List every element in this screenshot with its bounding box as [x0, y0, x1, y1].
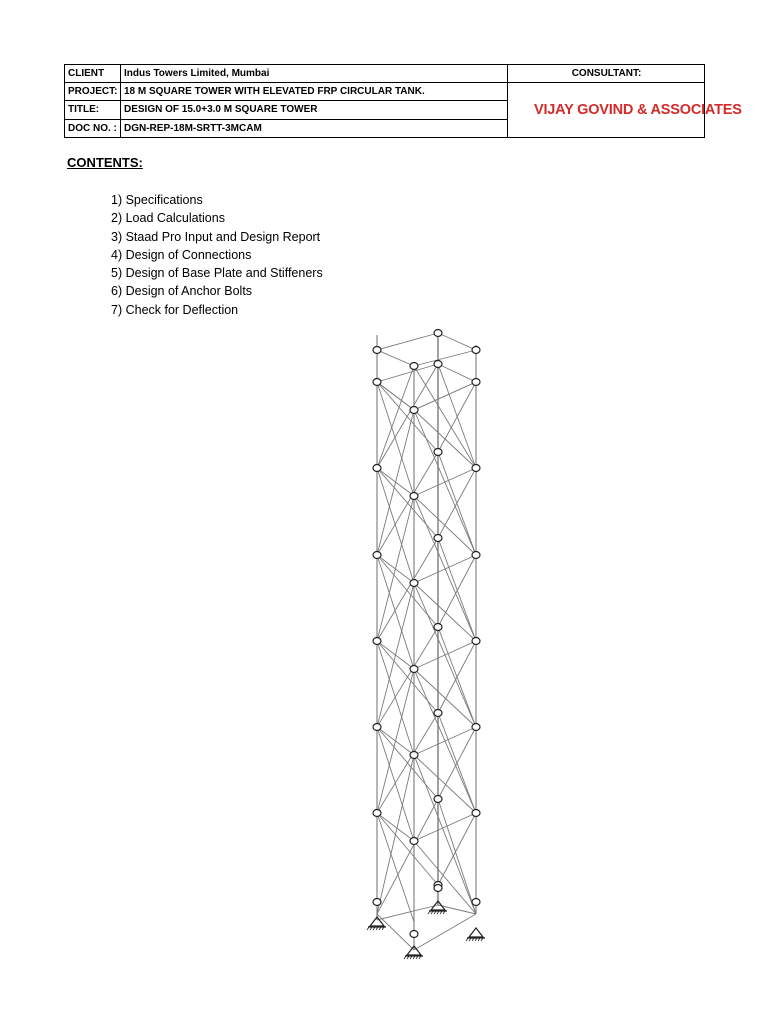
contents-list	[111, 191, 323, 319]
tower-member	[377, 813, 414, 922]
tower-member	[414, 583, 476, 641]
tower-node	[373, 552, 381, 559]
tower-node	[373, 465, 381, 472]
tower-model-figure	[355, 322, 505, 972]
project-value: 18 M SQUARE TOWER WITH ELEVATED FRP CIRCULAR TANK.	[121, 83, 508, 101]
tower-node	[410, 666, 418, 673]
tower-member	[414, 914, 476, 950]
tower-node	[410, 580, 418, 587]
header-clip	[0, 0, 742, 140]
project-label: PROJECT:	[65, 83, 121, 101]
tower-member	[377, 452, 438, 555]
support-icon	[466, 928, 485, 941]
contents-item-staad-pro: 3) Staad Pro Input and Design Report	[111, 229, 321, 244]
tower-node	[434, 710, 442, 717]
tower-member	[414, 583, 476, 727]
tower-node	[472, 810, 480, 817]
tower-member	[377, 350, 414, 366]
tower-node	[434, 535, 442, 542]
tower-node	[472, 379, 480, 386]
tower-node	[373, 724, 381, 731]
title-value: DESIGN OF 15.0+3.0 M SQUARE TOWER	[121, 101, 508, 119]
tower-node	[434, 361, 442, 368]
tower-member	[377, 410, 414, 555]
contents-item-load-calculations: 2) Load Calculations	[111, 211, 225, 226]
tower-member	[377, 813, 414, 841]
doc-no-label: DOC NO. :	[65, 119, 121, 137]
tower-node	[472, 552, 480, 559]
tower-member	[377, 366, 414, 468]
contents-item-anchor-bolts: 6) Design of Anchor Bolts	[111, 284, 253, 299]
tower-node	[472, 899, 480, 906]
tower-member	[377, 583, 414, 727]
doc-no-value: DGN-REP-18M-SRTT-3MCAM	[121, 119, 508, 137]
tower-member	[414, 496, 476, 641]
tower-node	[410, 493, 418, 500]
tower-node	[410, 407, 418, 414]
tower-member	[438, 813, 476, 885]
tower-member	[377, 641, 414, 755]
document-header-table	[64, 64, 742, 138]
tower-member	[438, 799, 476, 914]
tower-node	[410, 838, 418, 845]
client-value: Indus Towers Limited, Mumbai	[121, 65, 508, 83]
tower-node	[410, 363, 418, 370]
tower-member	[414, 366, 476, 468]
tower-node	[373, 899, 381, 906]
tower-node	[373, 810, 381, 817]
tower-member	[377, 555, 414, 669]
contents-item-specifications: 1) Specifications	[111, 193, 203, 207]
tower-member	[377, 382, 414, 410]
tower-member	[414, 755, 476, 813]
tower-member	[377, 538, 438, 641]
tower-node	[434, 449, 442, 456]
consultant-logo	[508, 83, 742, 137]
tower-node	[472, 465, 480, 472]
tower-node	[434, 885, 442, 892]
tower-member	[377, 669, 414, 813]
tower-node	[434, 330, 442, 337]
tower-member	[377, 727, 414, 841]
tower-node	[373, 638, 381, 645]
contents-title: CONTENTS:	[67, 155, 143, 170]
tower-node	[472, 638, 480, 645]
tower-member	[414, 410, 476, 555]
title-label: TITLE:	[65, 101, 121, 119]
contents-item-connections: 4) Design of Connections	[111, 247, 252, 262]
tower-node	[373, 347, 381, 354]
tower-member	[377, 713, 438, 813]
consultant-label: CONSULTANT:	[508, 65, 705, 83]
tower-member	[414, 669, 476, 727]
tower-member	[377, 333, 438, 350]
tower-member	[377, 627, 438, 727]
tower-member	[377, 468, 414, 583]
tower-node	[410, 931, 418, 938]
contents-item-base-plate: 5) Design of Base Plate and Stiffeners	[111, 266, 323, 281]
tower-member	[377, 799, 438, 914]
tower-member	[414, 669, 476, 813]
tower-node	[434, 624, 442, 631]
tower-node	[434, 796, 442, 803]
tower-member	[377, 914, 414, 950]
tower-member	[377, 496, 414, 641]
tower-node	[472, 347, 480, 354]
tower-node	[472, 724, 480, 731]
tower-node	[410, 752, 418, 759]
tower-member	[414, 350, 476, 366]
tower-member	[438, 538, 476, 641]
tower-node	[373, 379, 381, 386]
tower-member	[414, 841, 476, 914]
client-label: CLIENT	[65, 65, 121, 83]
consultant-name: VIJAY GOVIND & ASSOCIATES	[534, 102, 742, 118]
tower-member	[377, 382, 414, 496]
tower-member	[377, 555, 438, 627]
tower-member	[438, 333, 476, 350]
consultant-logo-cell	[508, 83, 742, 138]
tower-member	[438, 382, 476, 452]
tower-member	[414, 382, 476, 410]
tower-member	[414, 755, 476, 914]
contents-item-deflection: 7) Check for Deflection	[111, 302, 239, 317]
